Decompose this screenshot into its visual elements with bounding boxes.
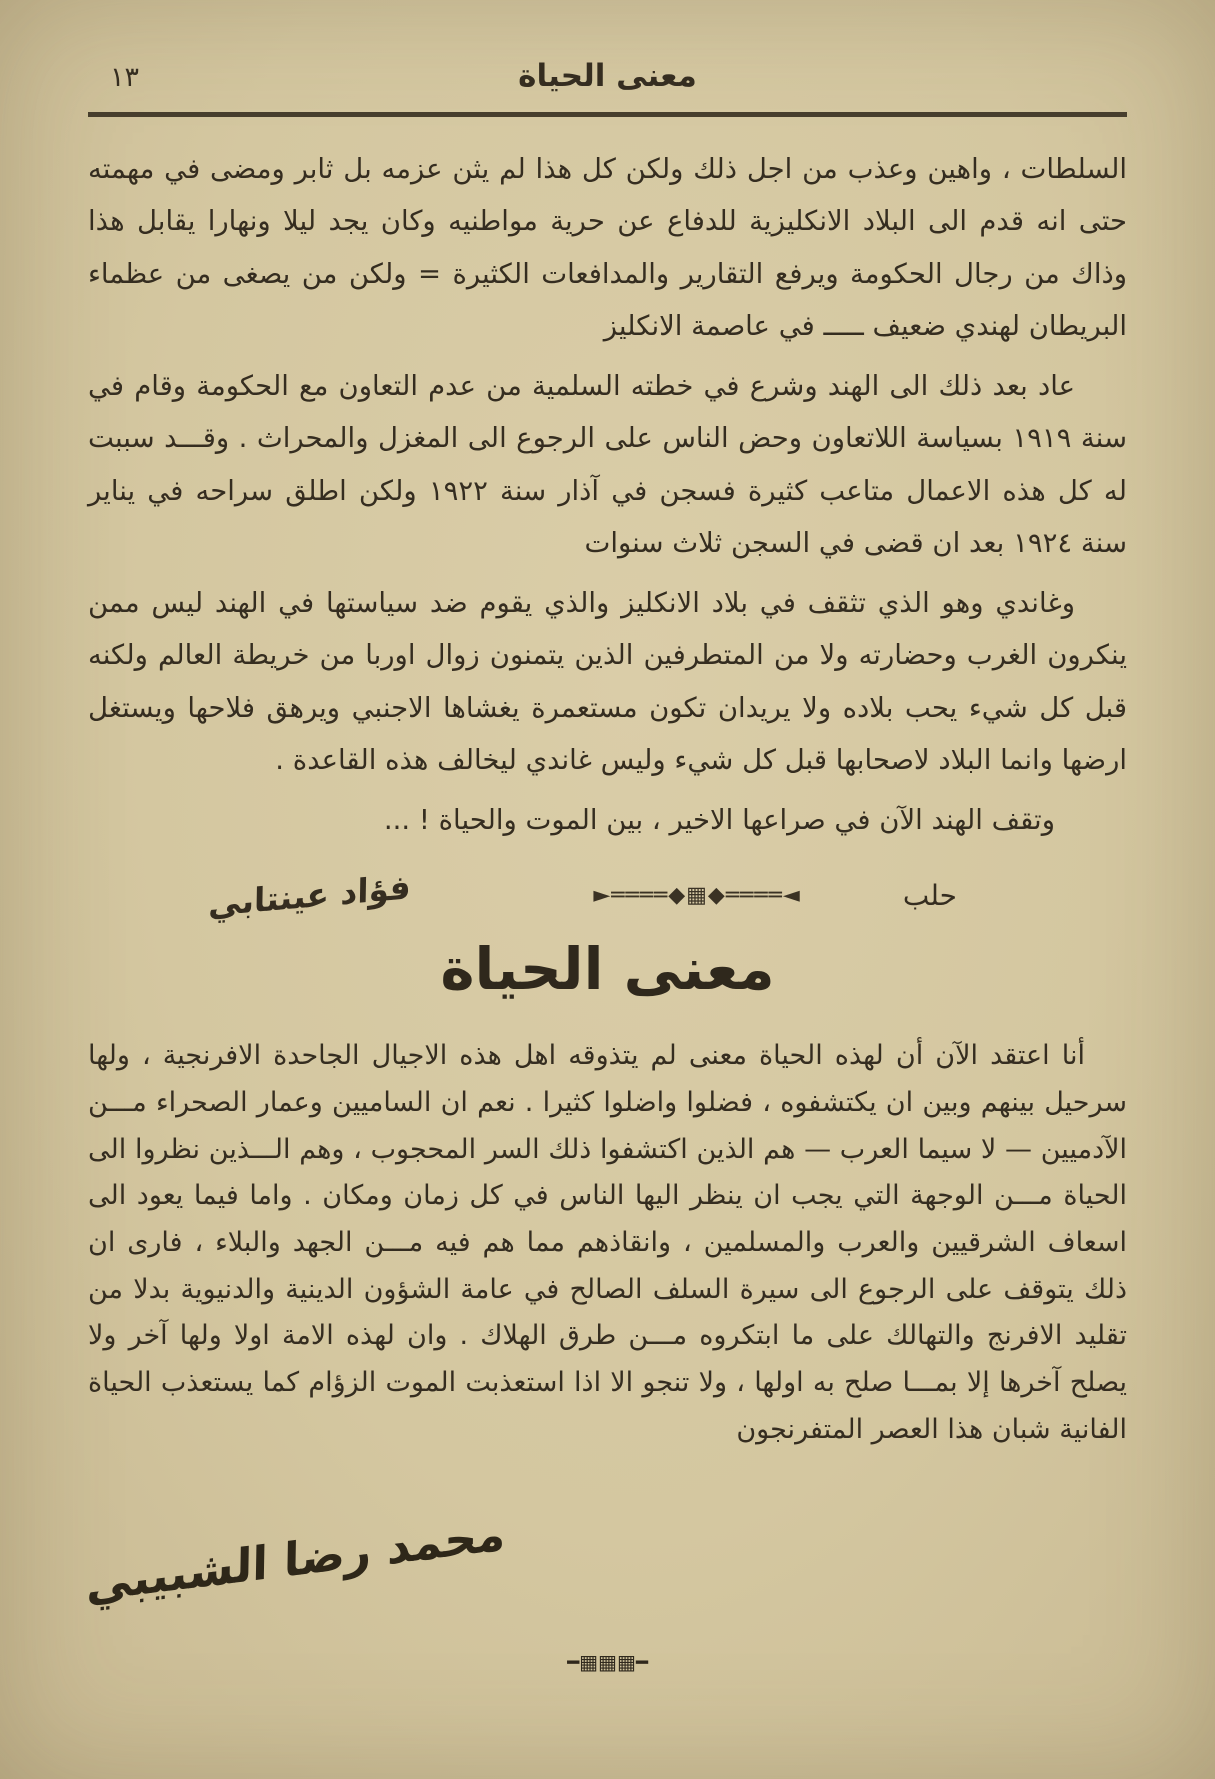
- ornament-divider-icon: ◄════◆▦◆════►: [593, 883, 801, 909]
- running-title: معنى الحياة: [518, 58, 697, 94]
- paragraph: وغاندي وهو الذي تثقف في بلاد الانكليز والذي يقوم ضد سياستها في الهند ليس ممن ينكرون الغرب وحضارته ولا من المتطرفين الذين يتمنون زوال اوربا من خريطة العالم ولكنه قبل كل شيء يحب بلاده ولا يريدان تكون مستعمرة يغشاها الاجنبي ويرهق فلاحها ويستغل ارضها وانما البلاد لاصحابها قبل كل شيء وليس غاندي ليخالف هذه القاعدة .: [88, 587, 1127, 776]
- author-signature: محمد رضا الشبيبي: [86, 1505, 506, 1612]
- paragraph: أنا اعتقد الآن أن لهذه الحياة معنى لم يتذوقه اهل هذه الاجيال الجاحدة الافرنجية ، ولها سرحيل بينهم وبين ان يكتشفوه ، فضلوا واضلوا كثيرا . نعم ان الساميين وعمار الصحراء مـــن الآدميين — لا سيما العرب — هم الذين اكتشفوا ذلك السر المحجوب ، وهم الـــذين نظروا الى الحياة مـــن الوجهة التي يجب ان ينظر اليها الناس في كل زمان ومكان . واما فيما يعود الى اسعاف الشرقيين والعرب والمسلمين ، وانقاذهم مما هم فيه مـــن الجهد والبلاء ، فارى ان ذلك يتوقف على الرجوع الى سيرة السلف الصالح في عامة الشؤون الدينية والدنيوية بدلا من تقليد الافرنج والتهالك على ما ابتكروه مـــن طرق الهلاك . وان لهذه الامة اولا ولها آخر ولا يصلح آخرها إلا بمـــا صلح به اولها ، ولا تنجو الا اذا استعذبت الموت الزؤام كما يستعذب الحياة الفانية شبان هذا العصر المتفرنجون: [88, 1040, 1127, 1445]
- author-signature: فؤاد عينتابي: [208, 867, 412, 925]
- location-label: حلب: [902, 879, 957, 913]
- article-one: [88, 143, 1127, 925]
- article-one-signoff-row: [88, 867, 1127, 925]
- page-header: [88, 58, 1127, 104]
- article-two-title: معنى الحياة: [440, 935, 775, 1004]
- paragraph: عاد بعد ذلك الى الهند وشرع في خطته السلمية من عدم التعاون مع الحكومة وقام في سنة ١٩١٩ بسياسة اللاتعاون وحض الناس على الرجوع الى المغزل والمحراث . وقـــد سببت له كل هذه الاعمال متاعب كثيرة فسجن في آذار سنة ١٩٢٢ ولكن اطلق سراحه في يناير سنة ١٩٢٤ بعد ان قضى في السجن ثلاث سنوات: [88, 370, 1127, 559]
- paragraph: وتقف الهند الآن في صراعها الاخير ، بين الموت والحياة ! ...: [383, 804, 1055, 836]
- paragraph: السلطات ، واهين وعذب من اجل ذلك ولكن كل هذا لم يثن عزمه بل ثابر ومضى في مهمته حتى انه قدم الى البلاد الانكليزية للدفاع عن حرية مواطنيه وكان يجد ليلا ونهارا يقابل هذا وذاك من رجال الحكومة ويرفع التقارير والمدافعات الكثيرة = ولكن من يصغى من عظماء البريطان لهندي ضعيف ـــــ في عاصمة الانكليز: [88, 153, 1127, 342]
- header-rule-divider: [88, 112, 1127, 117]
- page-number: ١٣: [110, 62, 140, 93]
- footer-ornament-icon: ━▦▦▦━: [567, 1649, 648, 1674]
- article-two: [88, 1033, 1127, 1453]
